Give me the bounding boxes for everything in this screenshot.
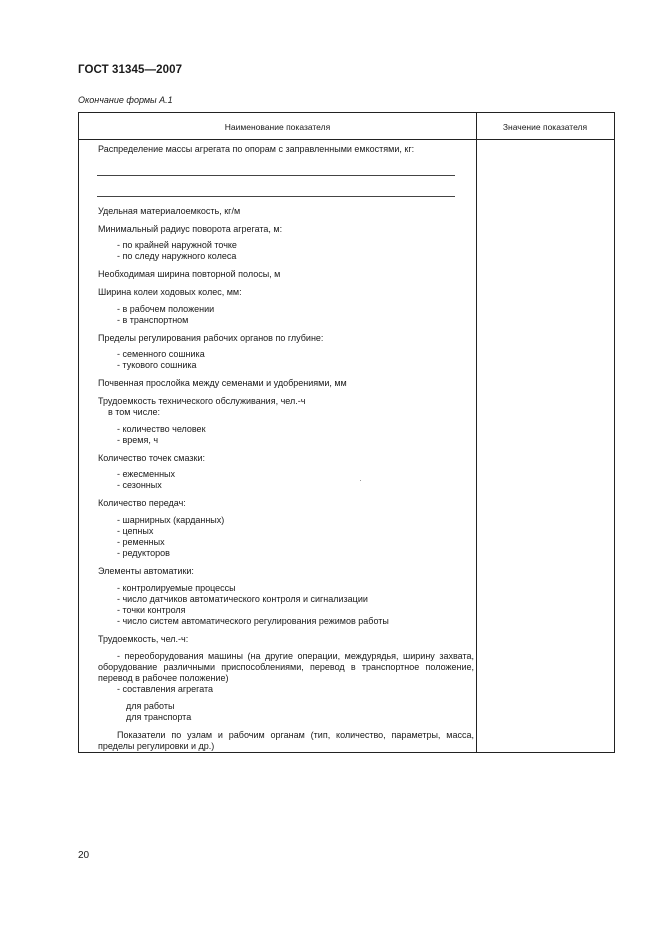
- scan-speck: [360, 480, 361, 481]
- list-item: - составления агрегата: [117, 684, 214, 694]
- row-track-width: Ширина колеи ходовых колес, мм:: [98, 287, 242, 297]
- row-strip-width: Необходимая ширина повторной полосы, м: [98, 269, 281, 279]
- list-item: - число датчиков автоматического контроля и сигнализации: [117, 594, 368, 604]
- row-labor-intensity: Трудоемкость, чел.-ч:: [98, 634, 189, 644]
- list-item: - в транспортном: [117, 315, 189, 325]
- list-item: для транспорта: [126, 712, 192, 722]
- row-lubrication-points: Количество точек смазки:: [98, 453, 205, 463]
- column-header-name: Наименование показателя: [224, 122, 331, 132]
- row-maintenance-labor: Трудоемкость технического обслуживания, чел.-ч: [98, 396, 306, 406]
- list-item: - ременных: [117, 537, 165, 547]
- list-item: - по следу наружного колеса: [117, 251, 237, 261]
- row-automation: Элементы автоматики:: [98, 566, 194, 576]
- list-item: для работы: [126, 701, 175, 711]
- list-item: - ежесменных: [117, 469, 176, 479]
- row-turn-radius: Минимальный радиус поворота агрегата, м:: [98, 224, 283, 234]
- page-number: 20: [78, 850, 90, 861]
- list-item: - время, ч: [117, 435, 159, 445]
- fill-in-line: [97, 196, 455, 197]
- fill-in-line: [97, 175, 455, 176]
- form-subtitle: Окончание формы А.1: [78, 95, 173, 105]
- column-divider: [476, 113, 477, 752]
- list-item: - цепных: [117, 526, 154, 536]
- list-item: - контролируемые процессы: [117, 583, 236, 593]
- row-material-intensity: Удельная материалоемкость, кг/м: [98, 206, 241, 216]
- list-item: - точки контроля: [117, 605, 186, 615]
- indicator-table: [78, 112, 615, 753]
- column-header-value: Значение показателя: [502, 122, 588, 132]
- row-soil-layer: Почвенная прослойка между семенами и удобрениями, мм: [98, 378, 347, 388]
- list-item: - число систем автоматического регулирования режимов работы: [117, 616, 389, 626]
- list-item: - семенного сошника: [117, 349, 205, 359]
- list-caption: в том числе:: [108, 407, 160, 417]
- paragraph-reequipment: - переоборудования машины (на другие операции, междурядья, ширину захвата, оборудование различными приспособлениями, перевод в транспортное положение, перевод в рабочее положение): [98, 651, 474, 683]
- list-item: - шарнирных (карданных): [117, 515, 225, 525]
- list-item: - тукового сошника: [117, 360, 197, 370]
- row-mass-distribution: Распределение массы агрегата по опорам с заправленными емкостями, кг:: [98, 144, 415, 154]
- list-item: - количество человек: [117, 424, 206, 434]
- row-depth-limits: Пределы регулирования рабочих органов по глубине:: [98, 333, 324, 343]
- list-item: - сезонных: [117, 480, 162, 490]
- page-header: ГОСТ 31345—2007: [78, 64, 183, 76]
- paragraph-units-indicators: Показатели по узлам и рабочим органам (тип, количество, параметры, масса, пределы регулировки и др.): [98, 730, 474, 751]
- list-item: - редукторов: [117, 548, 170, 558]
- list-item: - в рабочем положении: [117, 304, 215, 314]
- row-transmissions: Количество передач:: [98, 498, 186, 508]
- list-item: - по крайней наружной точке: [117, 240, 237, 250]
- header-divider: [79, 139, 614, 140]
